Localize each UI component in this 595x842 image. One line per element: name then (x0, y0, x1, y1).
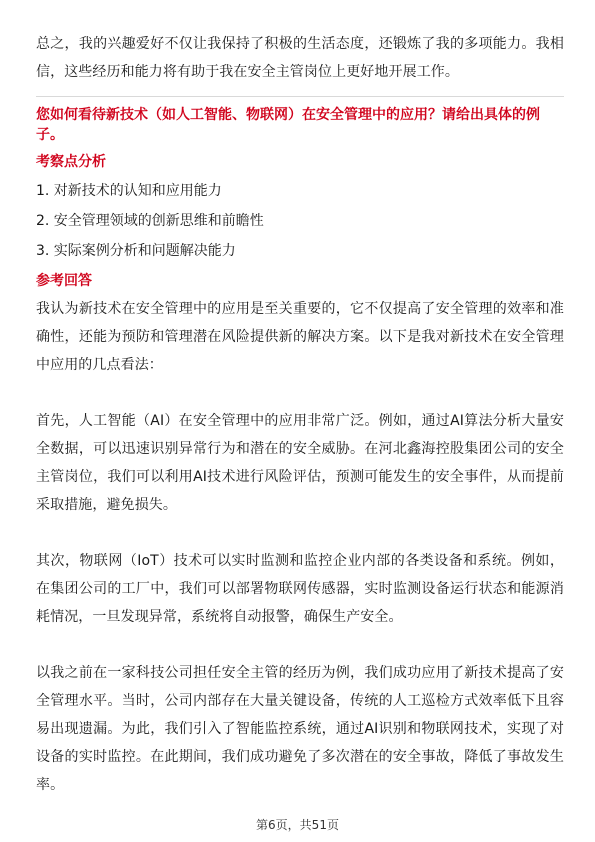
analysis-point: 2. 安全管理领域的创新思维和前瞻性 (36, 213, 264, 229)
analysis-point: 3. 实际案例分析和问题解决能力 (36, 243, 236, 259)
paragraph-gap (36, 631, 564, 659)
answer-heading: 参考回答 (36, 273, 92, 289)
answer-paragraph: 我认为新技术在安全管理中的应用是至关重要的，它不仅提高了安全管理的效率和准确性，还能为预防和管理潜在风险提供新的解决方案。以下是我对新技术在安全管理中应用的几点看法： (36, 301, 564, 373)
section-divider (36, 96, 564, 97)
analysis-heading: 考察点分析 (36, 154, 106, 170)
interview-question: 您如何看待新技术（如人工智能、物联网）在安全管理中的应用？请给出具体的例子。 (36, 107, 540, 143)
analysis-point: 1. 对新技术的认知和应用能力 (36, 183, 222, 199)
answer-paragraph: 以我之前在一家科技公司担任安全主管的经历为例，我们成功应用了新技术提高了安全管理水平。当时，公司内部存在大量关键设备，传统的人工巡检方式效率低下且容易出现遗漏。为此，我们引入了智能监控系统，通过AI识别和物联网技术，实现了对设备的实时监控。在此期间，我们成功避免了多次潜在的安全事故，降低了事故发生率。 (36, 665, 564, 793)
answer-paragraph: 其次，物联网（IoT）技术可以实时监测和监控企业内部的各类设备和系统。例如，在集团公司的工厂中，我们可以部署物联网传感器，实时监测设备运行状态和能源消耗情况，一旦发现异常，系统将自动报警，确保生产安全。 (36, 553, 564, 625)
page-footer: 第6页，共51页 (256, 818, 339, 832)
intro-paragraph: 总之，我的兴趣爱好不仅让我保持了积极的生活态度，还锻炼了我的多项能力。我相信，这些经历和能力将有助于我在安全主管岗位上更好地开展工作。 (36, 36, 564, 80)
paragraph-gap (36, 379, 564, 407)
answer-paragraph: 首先，人工智能（AI）在安全管理中的应用非常广泛。例如，通过AI算法分析大量安全数据，可以迅速识别异常行为和潜在的安全威胁。在河北鑫海控股集团公司的安全主管岗位，我们可以利用AI技术进行风险评估，预测可能发生的安全事件，从而提前采取措施，避免损失。 (36, 413, 564, 513)
paragraph-gap (36, 519, 564, 547)
document-page (36, 30, 564, 799)
